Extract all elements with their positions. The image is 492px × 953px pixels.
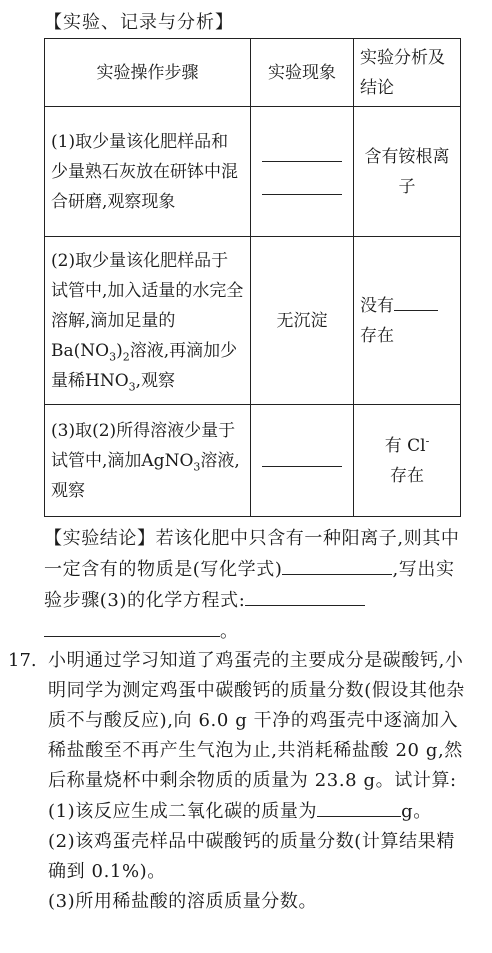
row3-phenomenon (251, 405, 354, 517)
row2-step-text-d: ,观察 (135, 370, 176, 391)
question-number: 17. (8, 650, 37, 671)
table-row (45, 107, 461, 237)
row3-step-text-b: 溶液,观察 (51, 450, 240, 501)
table-row (45, 405, 461, 517)
table-row (45, 237, 461, 405)
answer-blank[interactable] (282, 554, 392, 575)
answer-blank[interactable] (44, 616, 220, 637)
question-part3: (3)所用稀盐酸的溶质质量分数。 (48, 891, 318, 912)
header-steps: 实验操作步骤 (45, 39, 251, 107)
header-conclusion: 实验分析及结论 (354, 39, 461, 107)
row2-phenomenon: 无沉淀 (251, 237, 354, 405)
row3-conclusion-text-a: 有 Cl (384, 435, 426, 456)
answer-blank[interactable] (262, 172, 342, 195)
row2-step-text-c: 溶液,再滴加少量稀HNO (51, 340, 238, 391)
row3-step (45, 405, 251, 517)
conclusion-text-b: ,写出实验步骤(3)的化学方程式: (44, 559, 455, 611)
answer-blank[interactable] (245, 585, 365, 606)
row2-conclusion-text-b: 存在 (360, 326, 394, 346)
row1-conclusion: 含有铵根离子 (354, 107, 461, 237)
subscript: 3 (109, 349, 117, 363)
superscript: - (425, 433, 430, 447)
subscript: 3 (193, 459, 201, 473)
row2-step (45, 237, 251, 405)
section-title: 【实验、记录与分析】 (44, 12, 234, 33)
row2-conclusion (354, 237, 461, 405)
answer-blank[interactable] (262, 139, 342, 162)
row3-conclusion-text-b: 存在 (390, 465, 424, 486)
experiment-table (44, 38, 461, 517)
row3-step-text-a: (3)取(2)所得溶液少量于试管中,滴加AgNO (51, 420, 236, 471)
answer-blank[interactable] (262, 444, 342, 467)
question-part1-unit: g。 (401, 801, 432, 822)
experiment-conclusion (44, 524, 464, 647)
conclusion-text-a: 【实验结论】若该化肥中只含有一种阳离子,则其中一定含有的物质是(写化学式) (44, 528, 460, 580)
question-part1-text: (1)该反应生成二氧化碳的质量为 (48, 801, 318, 822)
row1-phenomenon (251, 107, 354, 237)
question-stem: 小明通过学习知道了鸡蛋壳的主要成分是碳酸钙,小明同学为测定鸡蛋中碳酸钙的质量分数(假设其他杂质不与酸反应),向 6.0 g 干净的鸡蛋壳中逐滴加入稀盐酸至不再产生气泡为止,共消耗稀盐酸 20 g,然后称量烧杯中剩余物质的质量为 23.8 g。试计算: (48, 650, 465, 791)
header-phenomenon: 实验现象 (251, 39, 354, 107)
answer-blank[interactable] (394, 290, 438, 311)
answer-blank[interactable] (317, 796, 401, 817)
subscript: 3 (128, 379, 136, 393)
row2-step-text-b: ) (116, 340, 123, 361)
row3-conclusion (354, 405, 461, 517)
row2-step-text-a: (2)取少量该化肥样品于试管中,加入适量的水完全溶解,滴加足量的Ba(NO (51, 250, 244, 361)
question-part2: (2)该鸡蛋壳样品中碳酸钙的质量分数(计算结果精确到 0.1%)。 (48, 831, 455, 882)
conclusion-end: 。 (220, 621, 239, 642)
question-17 (48, 646, 468, 917)
subscript: 2 (122, 349, 130, 363)
table-header-row (45, 39, 461, 107)
row2-conclusion-text-a: 没有 (360, 296, 394, 316)
row1-step: (1)取少量该化肥样品和少量熟石灰放在研钵中混合研磨,观察现象 (45, 107, 251, 237)
